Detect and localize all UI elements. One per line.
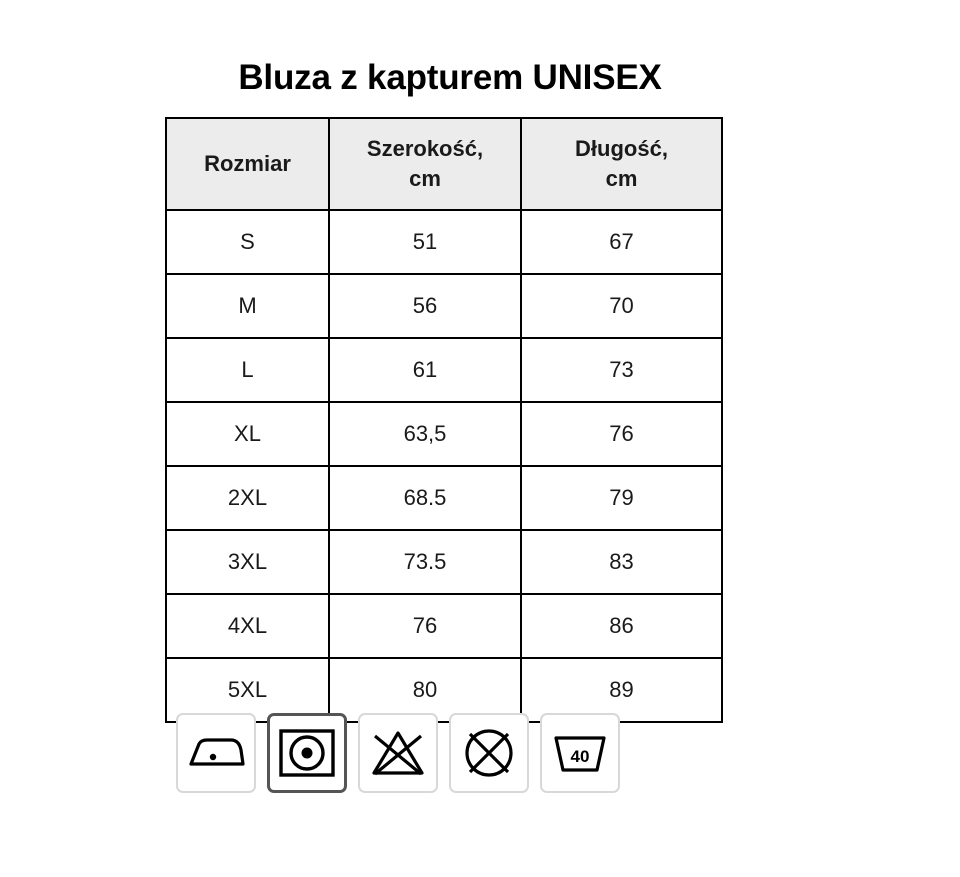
table-body [166, 210, 722, 722]
cell-width: 63,5 [329, 402, 521, 466]
size-table [165, 117, 723, 723]
cell-size: S [166, 210, 329, 274]
table-row [166, 466, 722, 530]
table-row [166, 402, 722, 466]
table-row [166, 274, 722, 338]
cell-width: 80 [329, 658, 521, 722]
wash-40-icon [540, 713, 620, 793]
column-header-width [329, 118, 521, 210]
cell-length: 67 [521, 210, 722, 274]
table-row [166, 594, 722, 658]
column-header-length [521, 118, 722, 210]
cell-width: 61 [329, 338, 521, 402]
cell-length: 70 [521, 274, 722, 338]
cell-width: 56 [329, 274, 521, 338]
do-not-dry-clean-icon [449, 713, 529, 793]
wash-40-icon-label: 40 [570, 747, 590, 766]
table-header [166, 118, 722, 210]
column-header-size-line1: Rozmiar [204, 151, 291, 176]
column-header-length-line1: Długość, [575, 136, 668, 161]
column-header-width-line2: cm [409, 166, 441, 191]
cell-width: 73.5 [329, 530, 521, 594]
column-header-size [166, 118, 329, 210]
column-header-width-line1: Szerokość, [366, 136, 484, 161]
cell-size: 5XL [166, 658, 329, 722]
cell-width: 68.5 [329, 466, 521, 530]
cell-length: 73 [521, 338, 722, 402]
iron-icon [176, 713, 256, 793]
cell-size: L [166, 338, 329, 402]
table-row [166, 530, 722, 594]
table-row [166, 210, 722, 274]
cell-length: 89 [521, 658, 722, 722]
do-not-bleach-icon [358, 713, 438, 793]
cell-size: M [166, 274, 329, 338]
cell-size: 2XL [166, 466, 329, 530]
cell-length: 79 [521, 466, 722, 530]
table-row [166, 338, 722, 402]
care-instructions [176, 713, 620, 793]
table-header-row [166, 118, 722, 210]
cell-width: 51 [329, 210, 521, 274]
cell-length: 76 [521, 402, 722, 466]
cell-length: 83 [521, 530, 722, 594]
cell-length: 86 [521, 594, 722, 658]
tumble-dry-icon [267, 713, 347, 793]
cell-width: 76 [329, 594, 521, 658]
cell-size: 3XL [166, 530, 329, 594]
page-title: Bluza z kapturem UNISEX [238, 58, 662, 97]
cell-size: 4XL [166, 594, 329, 658]
column-header-length-line2: cm [605, 166, 638, 191]
cell-size: XL [166, 402, 329, 466]
